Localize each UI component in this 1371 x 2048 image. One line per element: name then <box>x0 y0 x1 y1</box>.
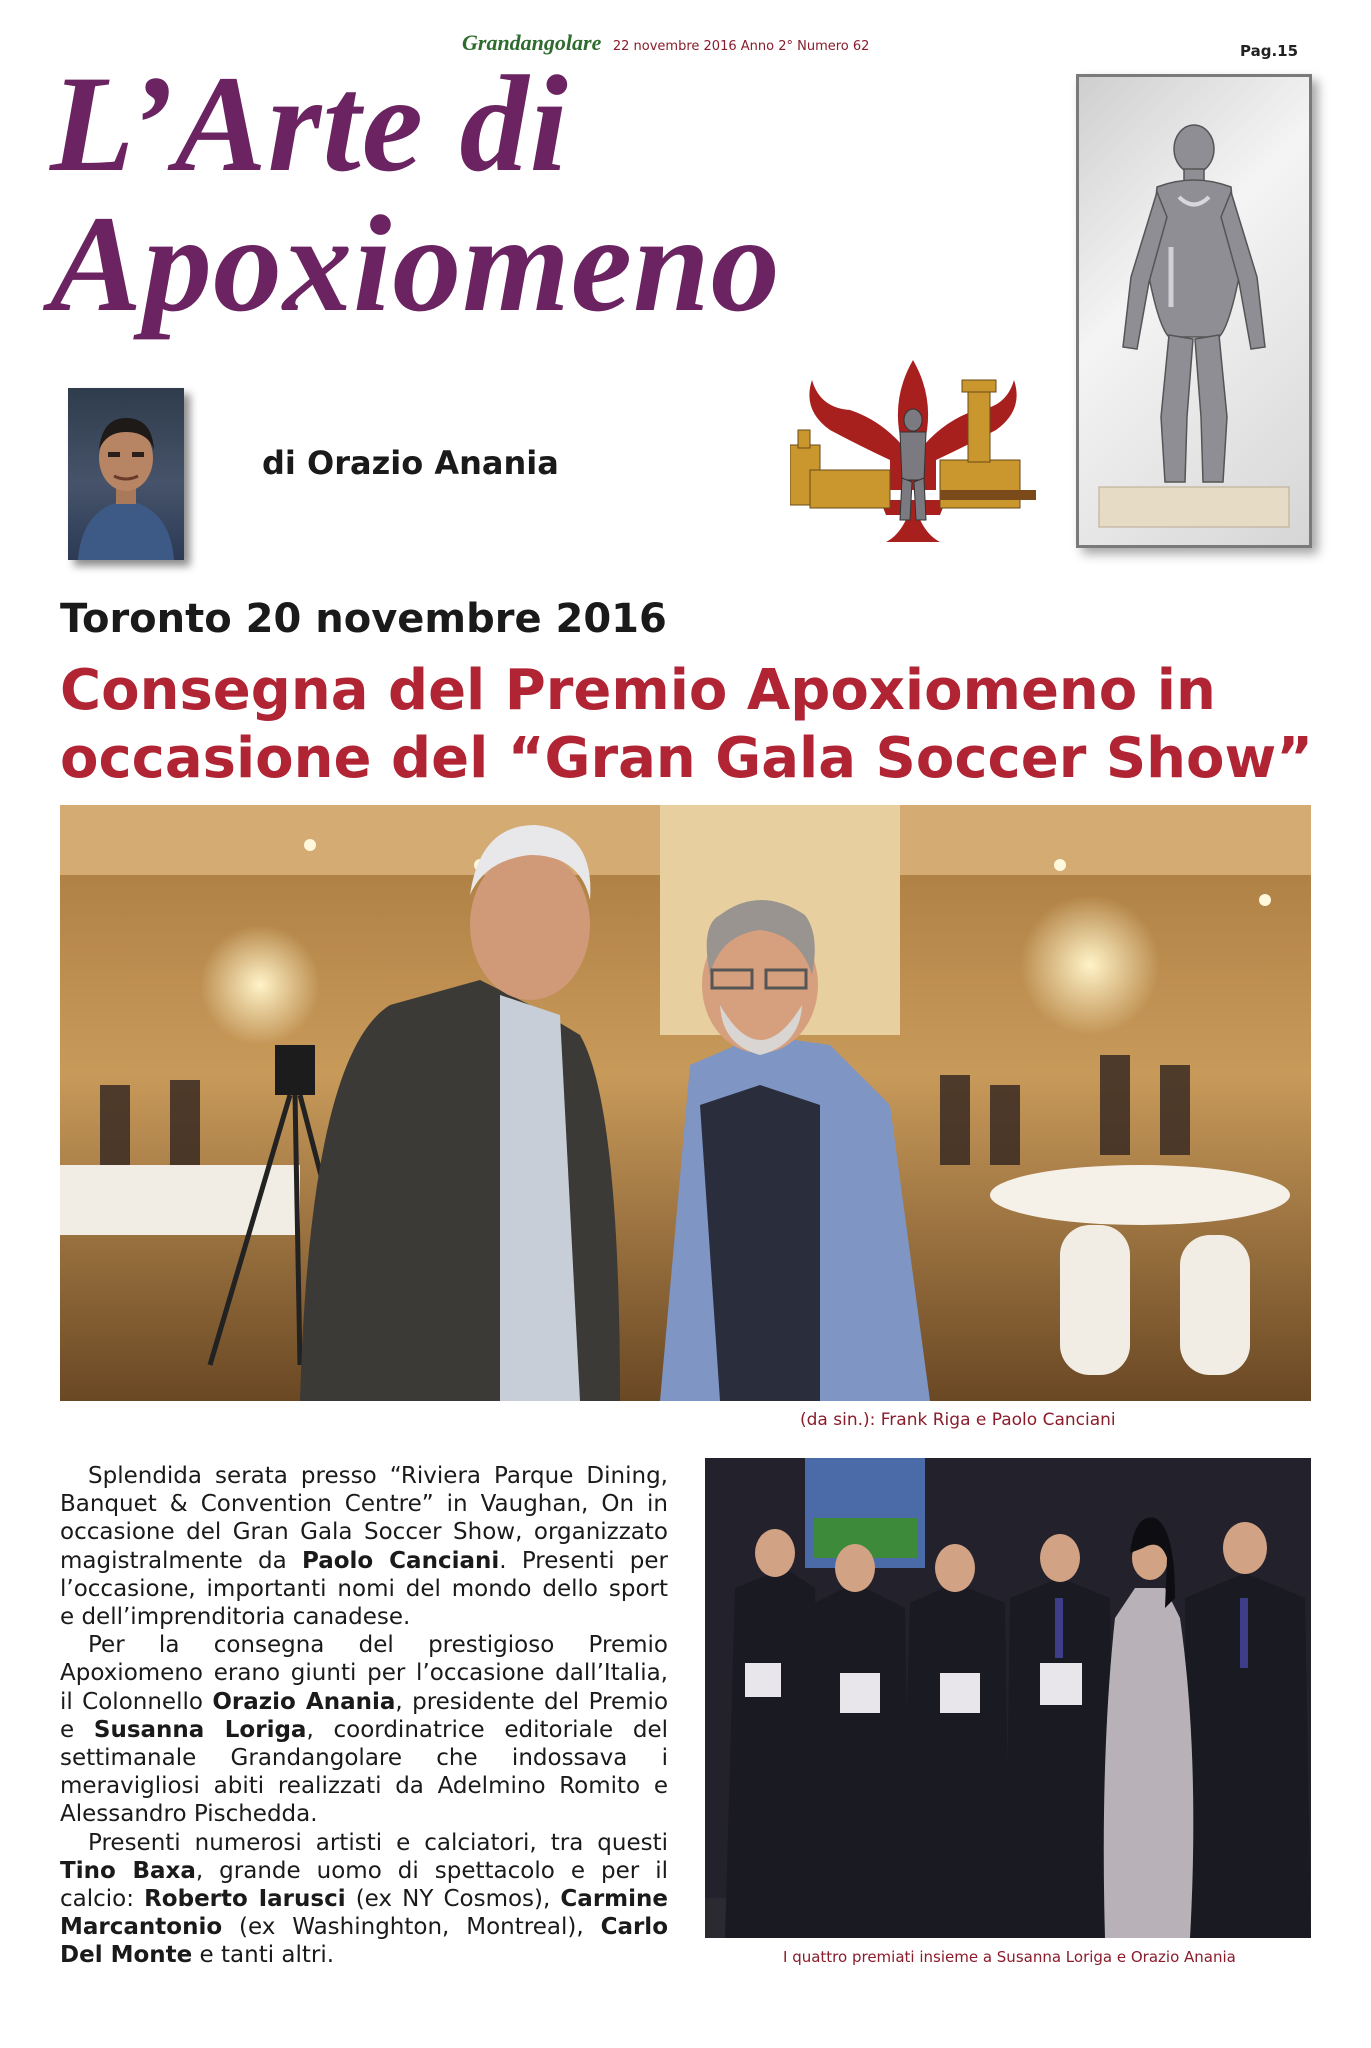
author-portrait <box>68 388 184 560</box>
apoxiomeno-statue-photo <box>1076 74 1312 548</box>
name-highlight: Carlo Del Monte <box>60 1914 668 1969</box>
article-headline-line1: Consegna del Premio Apoxiomeno in <box>60 658 1216 723</box>
group-award-photo <box>705 1458 1311 1938</box>
byline: di Orazio Anania <box>262 444 559 482</box>
issue-meta: 22 novembre 2016 Anno 2° Numero 62 <box>612 39 870 54</box>
article-paragraph-3: Presenti numerosi artisti e calciatori, tra questi Tino Baxa, grande uomo di spettacolo e per il calcio: Roberto Iarusci (ex NY Cosmos), Carmine Marcantonio (ex Washinghton, Montreal), Carlo Del Monte e tanti altri. <box>60 1829 668 1969</box>
statue-illustration <box>1079 77 1309 545</box>
main-event-photo <box>60 805 1311 1401</box>
name-highlight: Tino Baxa <box>60 1857 196 1884</box>
name-highlight: Orazio Anania <box>212 1688 396 1715</box>
author-photo <box>68 388 184 560</box>
article-paragraph-2: Per la consegna del prestigioso Premio Apoxiomeno erano giunti per l’occasione dall’Italia, il Colonnello Orazio Anania, presidente del Premio e Susanna Loriga, coordinatrice editoriale del settimanale Grandangolare che indossava i meravigliosi abiti realizzati da Adelmino Romito e Alessandro Pischedda. <box>60 1632 669 1828</box>
article-headline-line2: occasione del “Gran Gala Soccer Show” <box>60 726 1314 791</box>
article-dateline: Toronto 20 novembre 2016 <box>60 596 667 642</box>
emblem-illustration <box>790 350 1036 550</box>
group-photo-illustration <box>705 1458 1311 1938</box>
column-title-line2: Apoxiomeno <box>50 187 781 340</box>
main-photo-caption: (da sin.): Frank Riga e Paolo Canciani <box>800 1410 1116 1430</box>
page-number: Pag.15 <box>1240 42 1299 60</box>
publication-name: Grandangolare <box>462 30 602 55</box>
name-highlight: Roberto Iarusci <box>144 1886 346 1913</box>
article-body <box>60 1462 668 1970</box>
name-highlight: Carmine Marcantonio <box>60 1886 668 1941</box>
florence-lily-emblem <box>790 350 1036 550</box>
main-photo-illustration <box>60 805 1311 1401</box>
article-paragraph-1: Splendida serata presso “Riviera Parque Dining, Banquet & Convention Centre” in Vaughan, On in occasione del Gran Gala Soccer Show, organizzato magistralmente da Paolo Canciani. Presenti per l’occasione, importanti nomi del mondo dello sport e dell’imprenditoria canadese. <box>60 1463 669 1631</box>
name-highlight: Susanna Loriga <box>93 1716 307 1743</box>
group-photo-caption: I quattro premiati insieme a Susanna Loriga e Orazio Anania <box>783 1948 1236 1966</box>
column-title-line1: L’Arte di <box>50 47 569 200</box>
name-highlight: Paolo Canciani <box>301 1547 500 1574</box>
